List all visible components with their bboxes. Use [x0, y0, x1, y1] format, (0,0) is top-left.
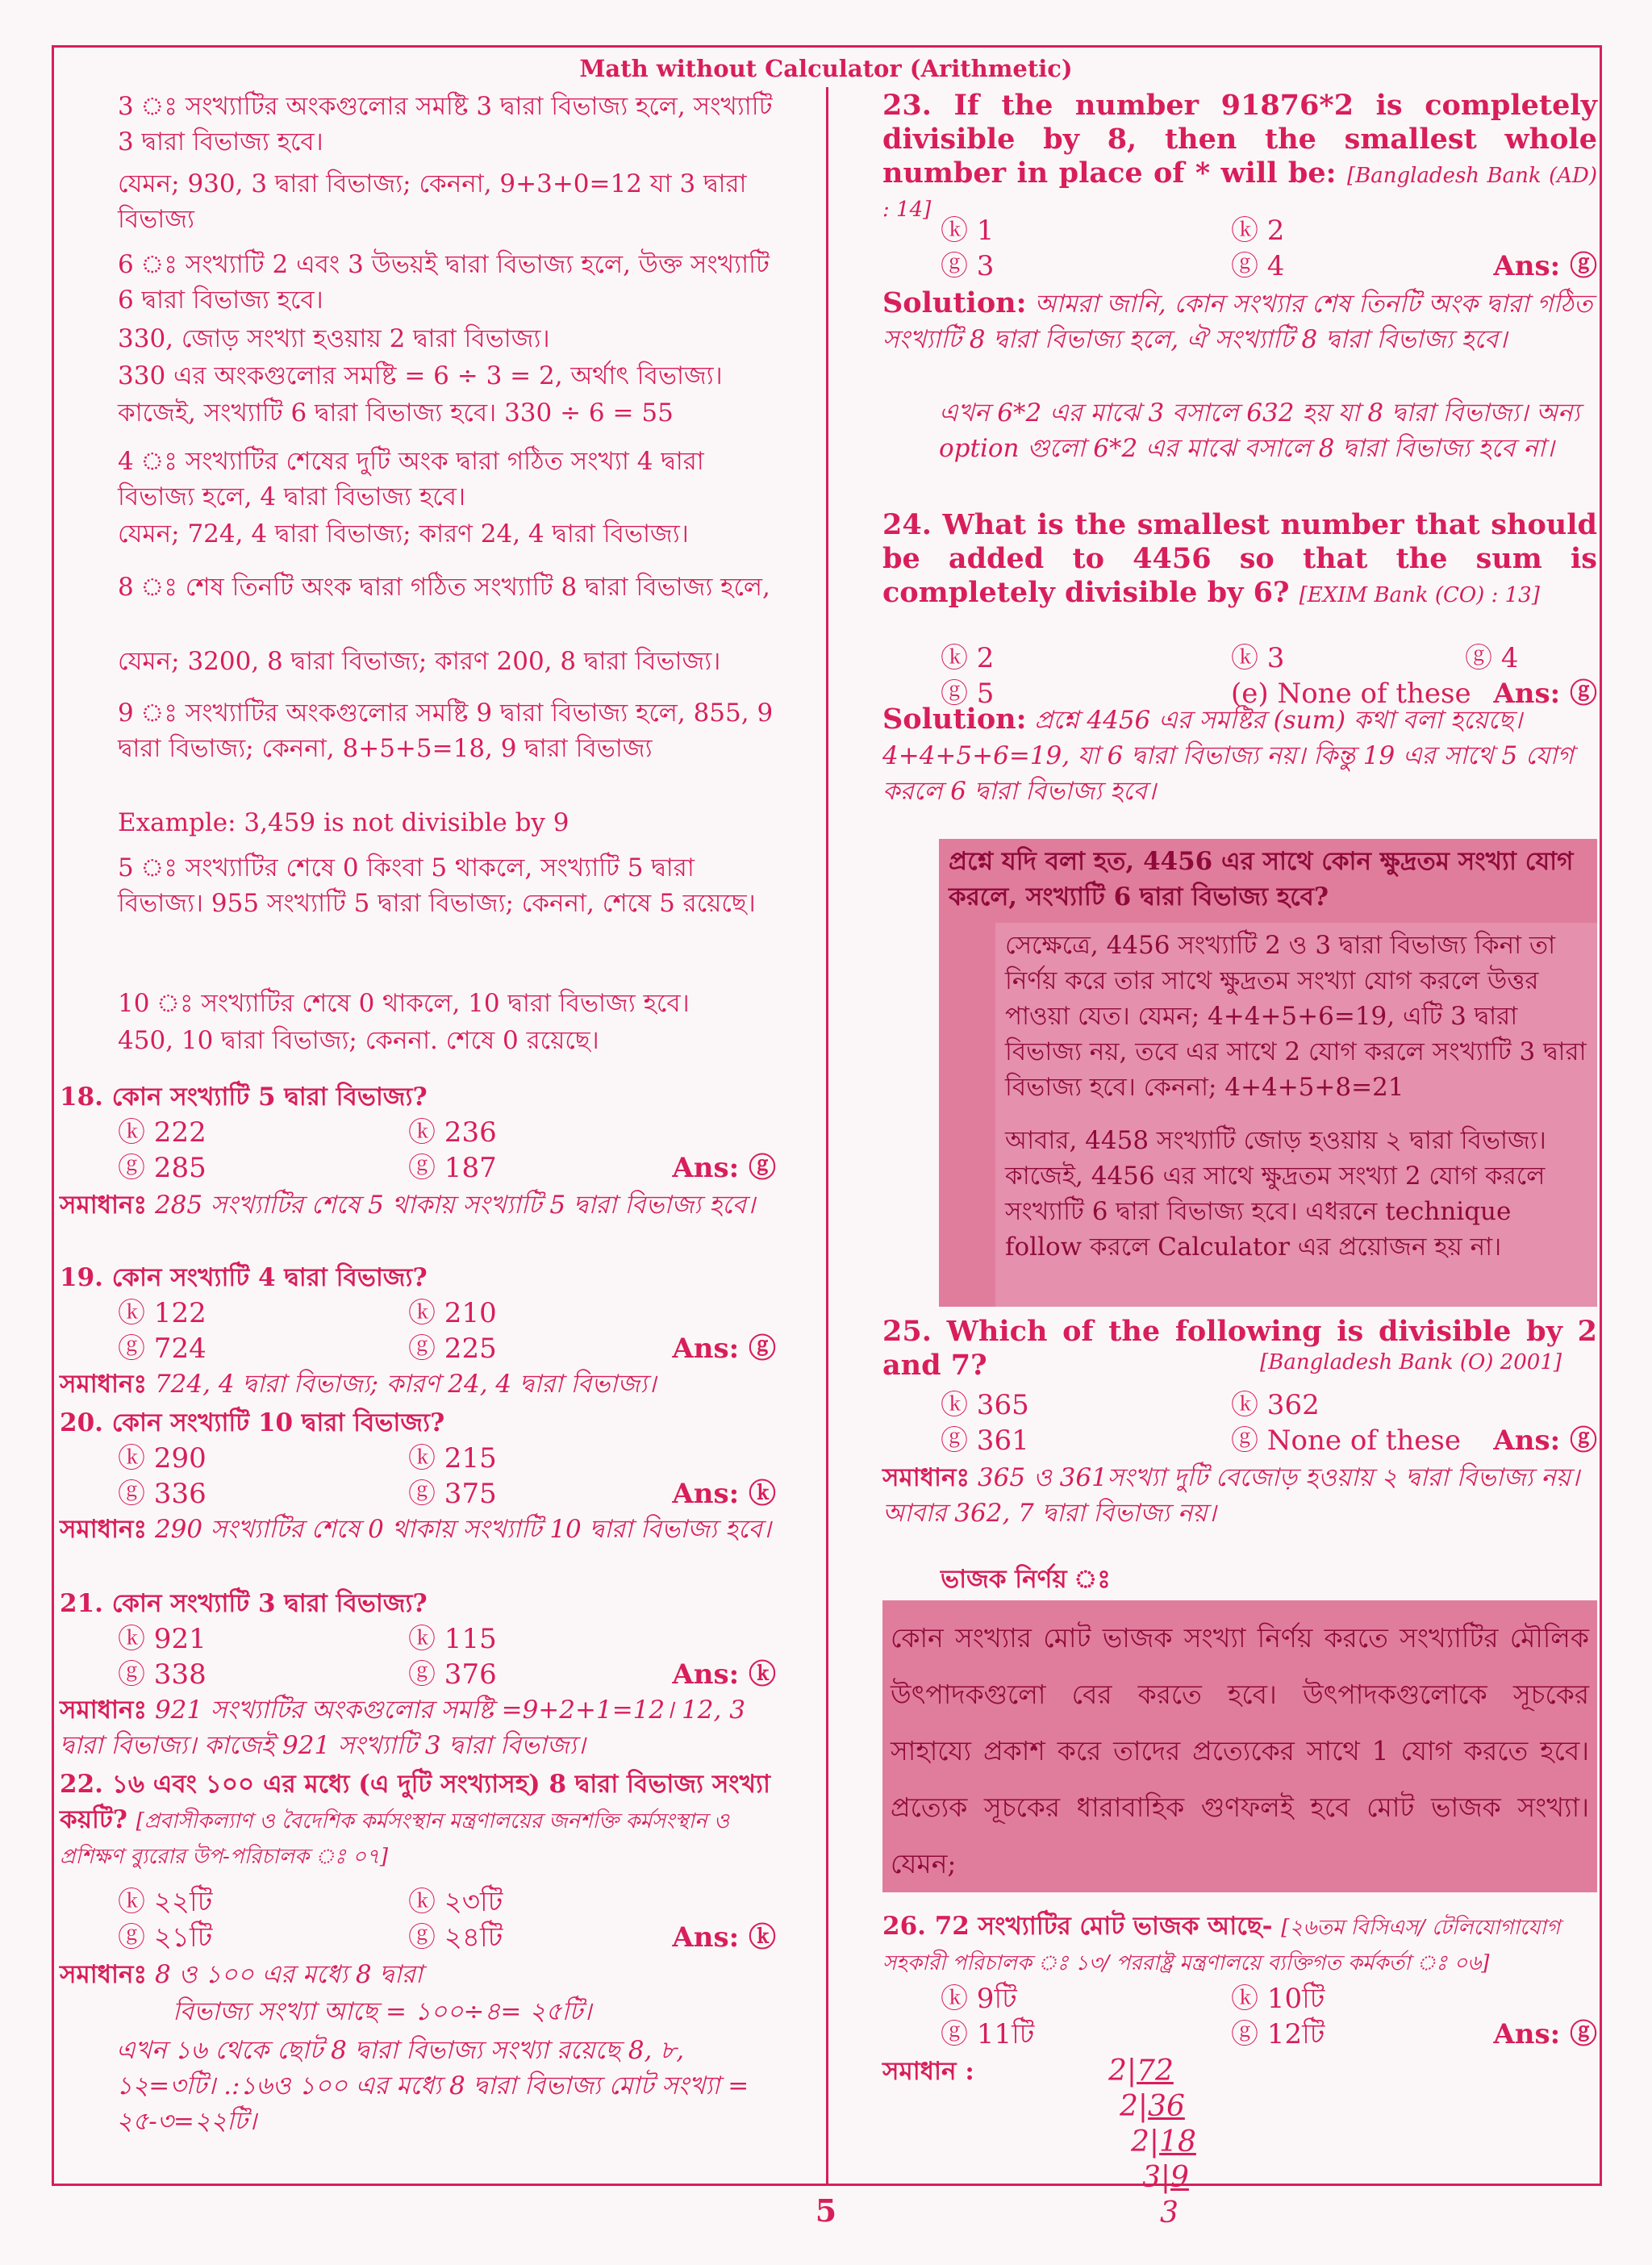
- options-26: [941, 1981, 1597, 2052]
- question-text: 22. ১৬ এবং ১০০ এর মধ্যে (এ দুটি সংখ্যাসহ) 8 দ্বারা বিভাজ্য সংখ্যা কয়টি?: [60, 1770, 770, 1834]
- option[interactable]: ⓚ ২৩টি: [408, 1886, 503, 1918]
- option[interactable]: ⓖ 285: [118, 1152, 206, 1184]
- solution-label: সমাধানঃ: [60, 1515, 148, 1544]
- option[interactable]: ⓚ 365: [941, 1389, 1029, 1421]
- option[interactable]: ⓚ 222: [118, 1116, 206, 1149]
- option[interactable]: ⓚ 122: [118, 1297, 206, 1329]
- factor-row: 2|18: [1131, 2125, 1196, 2159]
- options-24: [941, 640, 1597, 711]
- option[interactable]: ⓖ 5: [941, 678, 995, 710]
- solution-20: [60, 1512, 776, 1547]
- option[interactable]: ⓖ 375: [408, 1478, 497, 1510]
- question-26: [882, 1908, 1597, 1979]
- answer-22: Ans: ⓚ: [672, 1921, 776, 1954]
- answer-25: Ans: ⓖ: [1493, 1424, 1597, 1457]
- solution-22-line3: এখন ১৬ থেকে ছোট 8 দ্বারা বিভাজ্য সংখ্যা রয়েছে 8, ৮, ১২=৩টি। .:১৬ও ১০০ এর মধ্যে 8 দ্বারা বিভাজ্য মোট সংখ্যা = ২৫-৩=২২টি।: [116, 2036, 749, 2136]
- question-text: 24. What is the smallest number that should be added to 4456 so that the sum is completely divisible by 6?: [882, 508, 1597, 609]
- question-reference: [২৬তম বিসিএস/ টেলিযোগাযোগ সহকারী পরিচালক ঃ ১৩/ পররাষ্ট্র মন্ত্রণালয়ে ব্যক্তিগত কর্মকর্তা ঃ ০৬]: [882, 1916, 1561, 1975]
- factor-row: 2|72: [1108, 2054, 1174, 2088]
- factor-row: 2|36: [1120, 2090, 1185, 2123]
- solution-text: 290 সংখ্যাটির শেষে 0 থাকায় সংখ্যাটি 10 দ্বারা বিভাজ্য হবে।: [154, 1515, 771, 1544]
- question-18: 18. কোন সংখ্যাটি 5 দ্বারা বিভাজ্য?: [60, 1082, 428, 1112]
- rule-9-example: Example: 3,459 is not divisible by 9: [118, 808, 569, 837]
- option[interactable]: ⓚ 210: [408, 1297, 497, 1329]
- question-24: [882, 508, 1597, 610]
- options-21: [118, 1621, 776, 1692]
- option[interactable]: ⓚ 2: [1231, 215, 1285, 247]
- answer-26: Ans: ⓖ: [1493, 2018, 1597, 2050]
- question-22: [60, 1767, 776, 1873]
- factor-row: 3|9: [1142, 2161, 1189, 2194]
- option[interactable]: ⓖ 336: [118, 1478, 206, 1510]
- option[interactable]: ⓖ 724: [118, 1333, 206, 1365]
- option[interactable]: ⓖ 12টি: [1231, 2018, 1325, 2050]
- tip-paragraph-2: আবার, 4458 সংখ্যাটি জোড় হওয়ায় ২ দ্বারা বিভাজ্য। কাজেই, 4456 এর সাথে ক্ষুদ্রতম সংখ্যা 2 যোগ করলে সংখ্যাটি 6 দ্বারা বিভাজ্য হবে। এধরনে technique follow করলে Calculator এর প্রয়োজন হয় না।: [1005, 1126, 1546, 1262]
- option[interactable]: ⓚ 2: [941, 642, 995, 674]
- question-19: 19. কোন সংখ্যাটি 4 দ্বারা বিভাজ্য?: [60, 1263, 428, 1292]
- solution-18: [60, 1187, 776, 1223]
- option[interactable]: ⓖ 361: [941, 1424, 1029, 1457]
- rule-8: 8 ঃ শেষ তিনটি অংক দ্বারা গঠিত সংখ্যাটি 8 দ্বারা বিভাজ্য হলে,: [118, 573, 770, 602]
- solution-label: সমাধানঃ: [882, 1463, 970, 1492]
- rule-6-line3: 330 এর অংকগুলোর সমষ্টি = 6 ÷ 3 = 2, অর্থাৎ বিভাজ্য।: [118, 361, 723, 390]
- option[interactable]: ⓖ 11টি: [941, 2018, 1035, 2050]
- rule-4: 4 ঃ সংখ্যাটির শেষের দুটি অংক দ্বারা গঠিত সংখ্যা 4 দ্বারা বিভাজ্য হলে, 4 দ্বারা বিভাজ্য হবে।: [118, 447, 704, 511]
- tip-paragraph-1: সেক্ষেত্রে, 4456 সংখ্যাটি 2 ও 3 দ্বারা বিভাজ্য কিনা তা নির্ণয় করে তার সাথে ক্ষুদ্রতম সংখ্যা যোগ করলে উত্তর পাওয়া যেত। যেমন; 4+4+5+6=19, এটি 3 দ্বারা বিভাজ্য নয়, তবে এর সাথে 2 যোগ করলে সংখ্যাটি 3 দ্বারা বিভাজ্য হবে। কেননা; 4+4+5+8=21: [1005, 931, 1587, 1102]
- solution-text: 8 ও ১০০ এর মধ্যে 8 দ্বারা: [154, 1960, 423, 1989]
- solution-21: [60, 1692, 776, 1763]
- option[interactable]: ⓖ 338: [118, 1658, 206, 1691]
- options-19: [118, 1295, 776, 1366]
- rule-5: 5 ঃ সংখ্যাটির শেষে 0 কিংবা 5 থাকলে, সংখ্যাটি 5 দ্বারা বিভাজ্য। 955 সংখ্যাটি 5 দ্বারা বিভাজ্য; কেননা, শেষে 5 রয়েছে।: [118, 853, 756, 918]
- answer-18: Ans: ⓖ: [672, 1152, 776, 1184]
- solution-label: সমাধানঃ: [60, 1191, 148, 1220]
- question-25: [882, 1315, 1597, 1383]
- answer-21: Ans: ⓚ: [672, 1658, 776, 1691]
- question-text: 26. 72 সংখ্যাটির মোট ভাজক আছে-: [882, 1912, 1273, 1941]
- divisor-rule-text: কোন সংখ্যার মোট ভাজক সংখ্যা নির্ণয় করতে সংখ্যাটির মৌলিক উৎপাদকগুলো বের করতে হবে। উৎপাদকগুলোকে সূচকের সাহায্যে প্রকাশ করে তাদের প্রত্যেকের সাথে 1 যোগ করতে হবে। প্রত্যেক সূচকের ধারাবাহিক গুণফলই হবে মোট ভাজক সংখ্যা। যেমন;: [891, 1622, 1589, 1879]
- option[interactable]: ⓚ 10টি: [1231, 1983, 1325, 2015]
- option[interactable]: ⓖ 4: [1465, 642, 1519, 674]
- option[interactable]: ⓚ 362: [1231, 1389, 1320, 1421]
- solution-text: প্রশ্নে 4456 এর সমষ্টির (sum) কথা বলা হয়েছে। 4+4+5+6=19, যা 6 দ্বারা বিভাজ্য নয়। কিন্তু 19 এর সাথে 5 যোগ করলে 6 দ্বারা বিভাজ্য হবে।: [882, 706, 1574, 806]
- solution-text: 365 ও 361সংখ্যা দুটি বেজোড় হওয়ায় ২ দ্বারা বিভাজ্য নয়। আবার 362, 7 দ্বারা বিভাজ্য নয়।: [882, 1463, 1580, 1528]
- options-18: [118, 1115, 776, 1186]
- page-title: Math without Calculator (Arithmetic): [579, 55, 1073, 82]
- question-text: 25. Which of the following is divisible by 2 and 7?: [882, 1315, 1597, 1382]
- answer-24: Ans: ⓖ: [1493, 678, 1597, 710]
- question-reference: [Bangladesh Bank (O) 2001]: [1260, 1350, 1562, 1374]
- solution-text: 285 সংখ্যাটির শেষে 5 থাকায় সংখ্যাটি 5 দ্বারা বিভাজ্য হবে।: [154, 1191, 756, 1220]
- option[interactable]: ⓖ 187: [408, 1152, 497, 1184]
- rule-6-line2: 330, জোড় সংখ্যা হওয়ায় 2 দ্বারা বিভাজ্য।: [118, 324, 550, 353]
- question-21: 21. কোন সংখ্যাটি 3 দ্বারা বিভাজ্য?: [60, 1589, 428, 1618]
- answer-20: Ans: ⓚ: [672, 1478, 776, 1510]
- solution-26-label: সমাধান :: [882, 2057, 974, 2086]
- options-20: [118, 1441, 776, 1512]
- tip-title: প্রশ্নে যদি বলা হত, 4456 এর সাথে কোন ক্ষুদ্রতম সংখ্যা যোগ করলে, সংখ্যাটি 6 দ্বারা বিভাজ্য হবে?: [949, 847, 1574, 911]
- solution-label: সমাধানঃ: [60, 1370, 148, 1399]
- option[interactable]: ⓖ ২৪টি: [408, 1921, 503, 1954]
- option[interactable]: ⓚ 921: [118, 1623, 206, 1655]
- solution-22: [60, 1957, 776, 1992]
- tip-box: [939, 839, 1597, 1307]
- option[interactable]: (e) None of these: [1231, 678, 1471, 710]
- option[interactable]: ⓖ 225: [408, 1333, 497, 1365]
- question-reference: [EXIM Bank (CO) : 13]: [1299, 583, 1540, 607]
- column-divider: [826, 87, 828, 2184]
- solution-22-line2: বিভাজ্য সংখ্যা আছে = ১০০÷৪= ২৫টি।: [173, 1997, 592, 2026]
- rule-6: 6 ঃ সংখ্যাটি 2 এবং 3 উভয়ই দ্বারা বিভাজ্য হলে, উক্ত সংখ্যাটি 6 দ্বারা বিভাজ্য হবে।: [118, 250, 770, 315]
- solution-label: সমাধানঃ: [60, 1960, 148, 1989]
- rule-3-example: যেমন; 930, 3 দ্বারা বিভাজ্য; কেননা, 9+3+0=12 যা 3 দ্বারা বিভাজ্য: [118, 169, 747, 234]
- solution-25: [882, 1460, 1597, 1531]
- option[interactable]: ⓖ None of these: [1231, 1424, 1461, 1457]
- solution-text: 724, 4 দ্বারা বিভাজ্য; কারণ 24, 4 দ্বারা বিভাজ্য।: [154, 1370, 657, 1399]
- option[interactable]: ⓖ 3: [941, 250, 995, 282]
- option[interactable]: ⓚ 1: [941, 215, 995, 247]
- solution-label: সমাধানঃ: [60, 1696, 148, 1725]
- option[interactable]: ⓚ ২২টি: [118, 1886, 213, 1918]
- rule-6-line4: কাজেই, সংখ্যাটি 6 দ্বারা বিভাজ্য হবে। 330 ÷ 6 = 55: [118, 398, 674, 428]
- solution-label: Solution:: [882, 286, 1027, 319]
- option[interactable]: ⓚ 215: [408, 1442, 497, 1475]
- solution-text: 921 সংখ্যাটির অংকগুলোর সমষ্টি =9+2+1=12। 12, 3 দ্বারা বিভাজ্য। কাজেই 921 সংখ্যাটি 3 দ্বারা বিভাজ্য।: [60, 1696, 745, 1760]
- rule-3: 3 ঃ সংখ্যাটির অংকগুলোর সমষ্টি 3 দ্বারা বিভাজ্য হলে, সংখ্যাটি 3 দ্বারা বিভাজ্য হবে।: [118, 92, 773, 156]
- rule-10: 10 ঃ সংখ্যাটির শেষে 0 থাকলে, 10 দ্বারা বিভাজ্য হবে।: [118, 989, 690, 1018]
- question-reference: [প্রবাসীকল্যাণ ও বৈদেশিক কর্মসংস্থান মন্ত্রণালয়ের জনশক্তি কর্মসংস্থান ও প্রশিক্ষণ ব্যুরোর উপ-পরিচালক ঃ ০৭]: [60, 1809, 730, 1869]
- divisor-heading: ভাজক নির্ণয় ঃ: [941, 1565, 1111, 1594]
- solution-19: [60, 1366, 776, 1402]
- options-23: [941, 213, 1597, 284]
- solution-23: [882, 286, 1597, 357]
- option[interactable]: ⓖ 376: [408, 1658, 497, 1691]
- tip-body: [995, 923, 1597, 1307]
- solution-text: আমরা জানি, কোন সংখ্যার শেষ তিনটি অংক দ্বারা গঠিত সংখ্যাটি 8 দ্বারা বিভাজ্য হলে, ঐ সংখ্যাটি 8 দ্বারা বিভাজ্য হবে।: [882, 290, 1593, 354]
- option[interactable]: ⓚ 290: [118, 1442, 206, 1475]
- divisor-rule-box: [882, 1600, 1597, 1892]
- option[interactable]: ⓖ 4: [1231, 250, 1285, 282]
- option[interactable]: ⓚ 9টি: [941, 1983, 1017, 2015]
- option[interactable]: ⓚ 115: [408, 1623, 497, 1655]
- option[interactable]: ⓚ 236: [408, 1116, 497, 1149]
- rule-8-example: যেমন; 3200, 8 দ্বারা বিভাজ্য; কারণ 200, 8 দ্বারা বিভাজ্য।: [118, 647, 721, 676]
- rule-10-example: 450, 10 দ্বারা বিভাজ্য; কেননা. শেষে 0 রয়েছে।: [118, 1026, 599, 1055]
- solution-24: [882, 702, 1597, 809]
- rule-4-example: যেমন; 724, 4 দ্বারা বিভাজ্য; কারণ 24, 4 দ্বারা বিভাজ্য।: [118, 519, 689, 549]
- answer-23: Ans: ⓖ: [1493, 250, 1597, 282]
- options-22: [118, 1884, 776, 1955]
- page-number: 5: [815, 2192, 837, 2229]
- factor-row-last: 3: [1160, 2196, 1179, 2230]
- rule-9: 9 ঃ সংখ্যাটির অংকগুলোর সমষ্টি 9 দ্বারা বিভাজ্য হলে, 855, 9 দ্বারা বিভাজ্য; কেননা, 8+5+5=18, 9 দ্বারা বিভাজ্য: [118, 699, 774, 763]
- option[interactable]: ⓚ 3: [1231, 642, 1285, 674]
- question-23: [882, 89, 1597, 224]
- solution-label: Solution:: [882, 703, 1027, 736]
- solution-23-line2: এখন 6*2 এর মাঝে 3 বসালে 632 হয় যা 8 দ্বারা বিভাজ্য। অন্য option গুলো 6*2 এর মাঝে বসালে 8 দ্বারা বিভাজ্য হবে না।: [939, 398, 1580, 463]
- question-reference: [Bangladesh Bank (AD) : 14]: [882, 164, 1597, 222]
- answer-19: Ans: ⓖ: [672, 1333, 776, 1365]
- option[interactable]: ⓖ ২১টি: [118, 1921, 213, 1954]
- question-text: 23. If the number 91876*2 is completely divisible by 8, then the smallest whole number in place of * will be:: [882, 89, 1597, 190]
- question-20: 20. কোন সংখ্যাটি 10 দ্বারা বিভাজ্য?: [60, 1408, 445, 1437]
- options-25: [941, 1387, 1597, 1458]
